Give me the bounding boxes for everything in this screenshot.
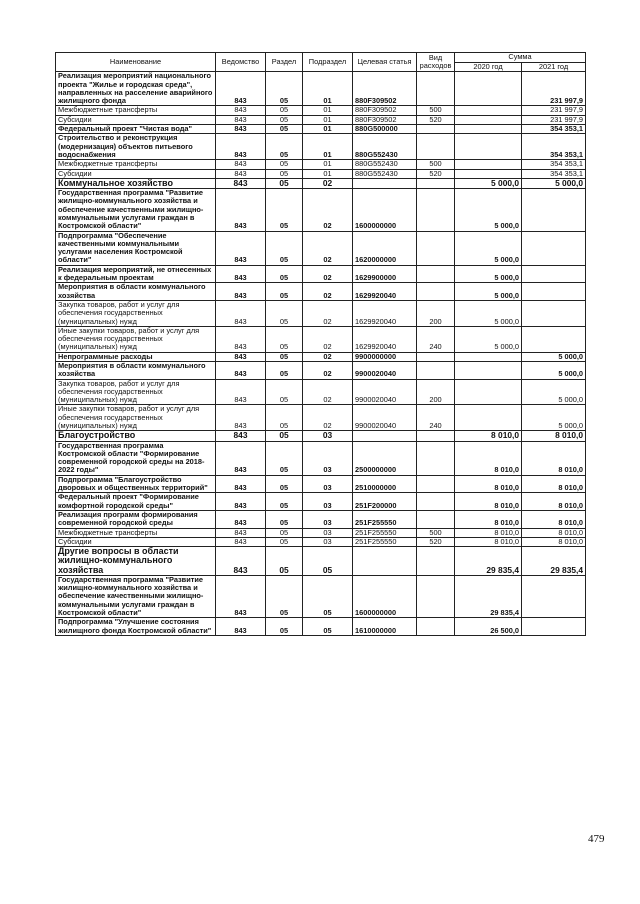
row-sum-2021: 5 000,0 — [522, 405, 586, 431]
table-header — [56, 53, 586, 72]
row-dept: 843 — [216, 106, 266, 115]
row-sum-2021: 8 010,0 — [522, 493, 586, 511]
table-body — [56, 72, 586, 636]
row-dept: 843 — [216, 283, 266, 301]
row-section: 05 — [266, 115, 303, 124]
row-subsection: 02 — [303, 405, 353, 431]
table-row — [56, 134, 586, 160]
row-name: Строительство и реконструкция (модернизация) объектов питьевого водоснабжения — [56, 134, 216, 160]
row-subsection: 03 — [303, 431, 353, 441]
row-name: Реализация мероприятий национального проекта "Жилье и городская среда", направленных на расселение аварийного жилищного фонда — [56, 72, 216, 106]
row-target: 1610000000 — [353, 618, 417, 636]
row-subsection: 01 — [303, 169, 353, 178]
row-dept: 843 — [216, 441, 266, 475]
row-dept: 843 — [216, 618, 266, 636]
table-row — [56, 106, 586, 115]
header-dept: Ведомство — [216, 53, 266, 72]
row-target — [353, 431, 417, 441]
row-section: 05 — [266, 178, 303, 188]
row-sum-2020: 8 010,0 — [455, 431, 522, 441]
row-subsection: 05 — [303, 575, 353, 617]
row-section: 05 — [266, 169, 303, 178]
row-sum-2021: 354 353,1 — [522, 169, 586, 178]
row-subsection: 02 — [303, 189, 353, 231]
table-row — [56, 475, 586, 493]
row-target: 1629920040 — [353, 326, 417, 352]
row-target: 1629920040 — [353, 300, 417, 326]
row-target: 1620000000 — [353, 231, 417, 265]
row-section: 05 — [266, 618, 303, 636]
row-sum-2021: 5 000,0 — [522, 379, 586, 405]
row-target: 9900020040 — [353, 362, 417, 380]
row-target — [353, 178, 417, 188]
row-name: Другие вопросы в области жилищно-коммунального хозяйства — [56, 547, 216, 576]
row-sum-2021: 8 010,0 — [522, 528, 586, 537]
row-sum-2020: 29 835,4 — [455, 547, 522, 576]
row-name: Подпрограмма "Благоустройство дворовых и общественных территорий" — [56, 475, 216, 493]
row-section: 05 — [266, 283, 303, 301]
row-kind: 500 — [417, 106, 455, 115]
row-kind — [417, 441, 455, 475]
row-sum-2020 — [455, 352, 522, 361]
row-kind: 240 — [417, 326, 455, 352]
row-kind — [417, 352, 455, 361]
row-subsection: 01 — [303, 72, 353, 106]
row-kind — [417, 493, 455, 511]
row-sum-2021 — [522, 231, 586, 265]
row-target: 880F309502 — [353, 72, 417, 106]
row-target: 880G500000 — [353, 125, 417, 134]
table-row — [56, 510, 586, 528]
row-target: 1629900000 — [353, 265, 417, 283]
row-dept: 843 — [216, 362, 266, 380]
table-row — [56, 441, 586, 475]
row-subsection: 03 — [303, 475, 353, 493]
row-target — [353, 547, 417, 576]
row-kind: 520 — [417, 537, 455, 546]
row-dept: 843 — [216, 405, 266, 431]
table-row — [56, 575, 586, 617]
row-subsection: 01 — [303, 160, 353, 169]
table-row — [56, 265, 586, 283]
row-sum-2020: 5 000,0 — [455, 265, 522, 283]
row-kind: 520 — [417, 169, 455, 178]
table-row — [56, 493, 586, 511]
row-sum-2020: 5 000,0 — [455, 326, 522, 352]
row-kind — [417, 618, 455, 636]
row-sum-2021 — [522, 326, 586, 352]
row-name: Закупка товаров, работ и услуг для обеспечения государственных (муниципальных) нужд — [56, 379, 216, 405]
row-name: Государственная программа "Развитие жилищно-коммунального хозяйства и обеспечение качественными жилищно-коммунальными услугами граждан в Костромской области" — [56, 189, 216, 231]
row-dept: 843 — [216, 493, 266, 511]
row-section: 05 — [266, 300, 303, 326]
row-sum-2020 — [455, 405, 522, 431]
budget-table — [55, 52, 586, 636]
row-sum-2021: 8 010,0 — [522, 510, 586, 528]
row-sum-2020: 5 000,0 — [455, 178, 522, 188]
row-section: 05 — [266, 405, 303, 431]
row-subsection: 03 — [303, 537, 353, 546]
table-row — [56, 231, 586, 265]
row-sum-2021: 354 353,1 — [522, 134, 586, 160]
row-sum-2020: 8 010,0 — [455, 493, 522, 511]
row-dept: 843 — [216, 265, 266, 283]
row-kind — [417, 283, 455, 301]
row-target: 9900020040 — [353, 405, 417, 431]
table-row — [56, 160, 586, 169]
row-dept: 843 — [216, 475, 266, 493]
row-target: 2500000000 — [353, 441, 417, 475]
row-subsection: 01 — [303, 106, 353, 115]
row-dept: 843 — [216, 169, 266, 178]
row-target: 1600000000 — [353, 189, 417, 231]
row-dept: 843 — [216, 431, 266, 441]
row-section: 05 — [266, 379, 303, 405]
row-dept: 843 — [216, 575, 266, 617]
row-name: Реализация мероприятий, не отнесенных к федеральным проектам — [56, 265, 216, 283]
row-sum-2021 — [522, 283, 586, 301]
row-subsection: 05 — [303, 547, 353, 576]
row-section: 05 — [266, 231, 303, 265]
header-subsection: Подраздел — [303, 53, 353, 72]
row-kind — [417, 431, 455, 441]
row-target: 251F255550 — [353, 528, 417, 537]
row-sum-2021 — [522, 300, 586, 326]
row-kind — [417, 178, 455, 188]
row-name: Федеральный проект "Чистая вода" — [56, 125, 216, 134]
row-subsection: 02 — [303, 362, 353, 380]
row-name: Подпрограмма "Улучшение состояния жилищного фонда Костромской области" — [56, 618, 216, 636]
row-name: Иные закупки товаров, работ и услуг для обеспечения государственных (муниципальных) нужд — [56, 326, 216, 352]
header-section: Раздел — [266, 53, 303, 72]
row-name: Реализация программ формирования современной городской среды — [56, 510, 216, 528]
header-name: Наименование — [56, 53, 216, 72]
row-target: 880G552430 — [353, 160, 417, 169]
row-sum-2021: 8 010,0 — [522, 431, 586, 441]
header-2020: 2020 год — [455, 63, 522, 72]
row-section: 05 — [266, 475, 303, 493]
row-subsection: 02 — [303, 352, 353, 361]
row-subsection: 01 — [303, 134, 353, 160]
row-sum-2020 — [455, 362, 522, 380]
row-sum-2020: 8 010,0 — [455, 528, 522, 537]
row-section: 05 — [266, 134, 303, 160]
table-row — [56, 528, 586, 537]
row-section: 05 — [266, 547, 303, 576]
row-sum-2021: 8 010,0 — [522, 441, 586, 475]
row-name: Государственная программа Костромской области "Формирование современной городской среды на 2018-2022 годы" — [56, 441, 216, 475]
row-dept: 843 — [216, 160, 266, 169]
row-dept: 843 — [216, 352, 266, 361]
row-name: Коммунальное хозяйство — [56, 178, 216, 188]
row-kind — [417, 231, 455, 265]
row-dept: 843 — [216, 300, 266, 326]
row-sum-2020 — [455, 379, 522, 405]
row-kind: 240 — [417, 405, 455, 431]
row-dept: 843 — [216, 510, 266, 528]
table-row — [56, 547, 586, 576]
row-sum-2020: 8 010,0 — [455, 510, 522, 528]
row-dept: 843 — [216, 231, 266, 265]
row-section: 05 — [266, 326, 303, 352]
row-dept: 843 — [216, 189, 266, 231]
row-subsection: 02 — [303, 326, 353, 352]
row-kind: 200 — [417, 300, 455, 326]
row-section: 05 — [266, 352, 303, 361]
row-kind — [417, 362, 455, 380]
row-name: Межбюджетные трансферты — [56, 528, 216, 537]
row-sum-2020: 5 000,0 — [455, 283, 522, 301]
row-subsection: 03 — [303, 528, 353, 537]
row-target: 251F255550 — [353, 510, 417, 528]
row-dept: 843 — [216, 72, 266, 106]
row-section: 05 — [266, 528, 303, 537]
row-target: 880F309502 — [353, 115, 417, 124]
row-target: 880G552430 — [353, 134, 417, 160]
row-sum-2021: 231 997,9 — [522, 115, 586, 124]
table-row — [56, 326, 586, 352]
row-dept: 843 — [216, 178, 266, 188]
row-sum-2020 — [455, 160, 522, 169]
row-section: 05 — [266, 125, 303, 134]
row-sum-2020 — [455, 72, 522, 106]
row-subsection: 02 — [303, 300, 353, 326]
row-subsection: 03 — [303, 441, 353, 475]
row-name: Субсидии — [56, 537, 216, 546]
row-kind — [417, 134, 455, 160]
table-row — [56, 169, 586, 178]
row-name: Межбюджетные трансферты — [56, 160, 216, 169]
row-section: 05 — [266, 265, 303, 283]
row-target: 1629920040 — [353, 283, 417, 301]
row-sum-2021 — [522, 618, 586, 636]
row-name: Межбюджетные трансферты — [56, 106, 216, 115]
row-target: 9900020040 — [353, 379, 417, 405]
row-subsection: 01 — [303, 125, 353, 134]
row-section: 05 — [266, 493, 303, 511]
row-name: Субсидии — [56, 169, 216, 178]
row-name: Благоустройство — [56, 431, 216, 441]
row-sum-2021 — [522, 189, 586, 231]
row-name: Мероприятия в области коммунального хозяйства — [56, 283, 216, 301]
row-sum-2021: 8 010,0 — [522, 475, 586, 493]
row-name: Субсидии — [56, 115, 216, 124]
row-name: Непрограммные расходы — [56, 352, 216, 361]
row-name: Иные закупки товаров, работ и услуг для обеспечения государственных (муниципальных) нужд — [56, 405, 216, 431]
row-kind — [417, 265, 455, 283]
header-sum: Сумма — [455, 53, 586, 63]
row-dept: 843 — [216, 379, 266, 405]
row-sum-2021: 354 353,1 — [522, 125, 586, 134]
budget-table-sheet — [55, 52, 585, 636]
row-sum-2021: 5 000,0 — [522, 362, 586, 380]
row-kind: 200 — [417, 379, 455, 405]
row-target: 251F200000 — [353, 493, 417, 511]
row-sum-2021: 231 997,9 — [522, 72, 586, 106]
row-subsection: 03 — [303, 493, 353, 511]
row-section: 05 — [266, 72, 303, 106]
row-sum-2021: 5 000,0 — [522, 178, 586, 188]
row-target: 880G552430 — [353, 169, 417, 178]
row-name: Подпрограмма "Обеспечение качественными коммунальными услугами населения Костромской области" — [56, 231, 216, 265]
row-section: 05 — [266, 160, 303, 169]
row-kind: 500 — [417, 160, 455, 169]
table-row — [56, 379, 586, 405]
table-row — [56, 283, 586, 301]
row-target: 1600000000 — [353, 575, 417, 617]
row-kind: 520 — [417, 115, 455, 124]
row-name: Мероприятия в области коммунального хозяйства — [56, 362, 216, 380]
row-section: 05 — [266, 575, 303, 617]
row-section: 05 — [266, 441, 303, 475]
row-sum-2021: 29 835,4 — [522, 547, 586, 576]
row-kind: 500 — [417, 528, 455, 537]
row-kind — [417, 189, 455, 231]
row-target: 251F255550 — [353, 537, 417, 546]
row-dept: 843 — [216, 115, 266, 124]
row-section: 05 — [266, 362, 303, 380]
row-sum-2021: 8 010,0 — [522, 537, 586, 546]
row-sum-2020 — [455, 134, 522, 160]
row-subsection: 03 — [303, 510, 353, 528]
table-row — [56, 431, 586, 441]
row-sum-2020 — [455, 169, 522, 178]
header-2021: 2021 год — [522, 63, 586, 72]
row-section: 05 — [266, 537, 303, 546]
row-dept: 843 — [216, 326, 266, 352]
row-name: Закупка товаров, работ и услуг для обеспечения государственных (муниципальных) нужд — [56, 300, 216, 326]
row-name: Государственная программа "Развитие жилищно-коммунального хозяйства и обеспечение качественными жилищно-коммунальными услугами граждан в Костромской области" — [56, 575, 216, 617]
table-row — [56, 618, 586, 636]
row-subsection: 02 — [303, 379, 353, 405]
header-kind: Вид расходов — [417, 53, 455, 72]
row-sum-2020 — [455, 125, 522, 134]
table-row — [56, 178, 586, 188]
page-number: 479 — [588, 833, 605, 845]
row-section: 05 — [266, 431, 303, 441]
table-row — [56, 300, 586, 326]
row-sum-2021: 5 000,0 — [522, 352, 586, 361]
row-kind — [417, 547, 455, 576]
row-sum-2021: 354 353,1 — [522, 160, 586, 169]
row-sum-2020 — [455, 115, 522, 124]
row-sum-2020: 29 835,4 — [455, 575, 522, 617]
row-dept: 843 — [216, 134, 266, 160]
table-row — [56, 362, 586, 380]
row-sum-2020: 5 000,0 — [455, 231, 522, 265]
row-name: Федеральный проект "Формирование комфортной городской среды" — [56, 493, 216, 511]
row-target: 2510000000 — [353, 475, 417, 493]
row-sum-2020: 8 010,0 — [455, 537, 522, 546]
row-kind — [417, 575, 455, 617]
row-dept: 843 — [216, 537, 266, 546]
table-row — [56, 189, 586, 231]
row-subsection: 02 — [303, 283, 353, 301]
row-dept: 843 — [216, 547, 266, 576]
row-sum-2020 — [455, 106, 522, 115]
row-subsection: 02 — [303, 178, 353, 188]
row-kind — [417, 125, 455, 134]
row-section: 05 — [266, 189, 303, 231]
row-target: 9900000000 — [353, 352, 417, 361]
row-target: 880F309502 — [353, 106, 417, 115]
header-target: Целевая статья — [353, 53, 417, 72]
row-kind — [417, 475, 455, 493]
row-section: 05 — [266, 510, 303, 528]
row-sum-2021 — [522, 575, 586, 617]
row-subsection: 05 — [303, 618, 353, 636]
row-sum-2020: 8 010,0 — [455, 475, 522, 493]
table-row — [56, 72, 586, 106]
row-sum-2020: 5 000,0 — [455, 189, 522, 231]
row-subsection: 01 — [303, 115, 353, 124]
row-kind — [417, 72, 455, 106]
row-sum-2020: 26 500,0 — [455, 618, 522, 636]
row-sum-2021: 231 997,9 — [522, 106, 586, 115]
row-sum-2021 — [522, 265, 586, 283]
row-sum-2020: 8 010,0 — [455, 441, 522, 475]
table-row — [56, 405, 586, 431]
row-sum-2020: 5 000,0 — [455, 300, 522, 326]
row-dept: 843 — [216, 125, 266, 134]
row-section: 05 — [266, 106, 303, 115]
row-subsection: 02 — [303, 265, 353, 283]
row-dept: 843 — [216, 528, 266, 537]
row-subsection: 02 — [303, 231, 353, 265]
row-kind — [417, 510, 455, 528]
